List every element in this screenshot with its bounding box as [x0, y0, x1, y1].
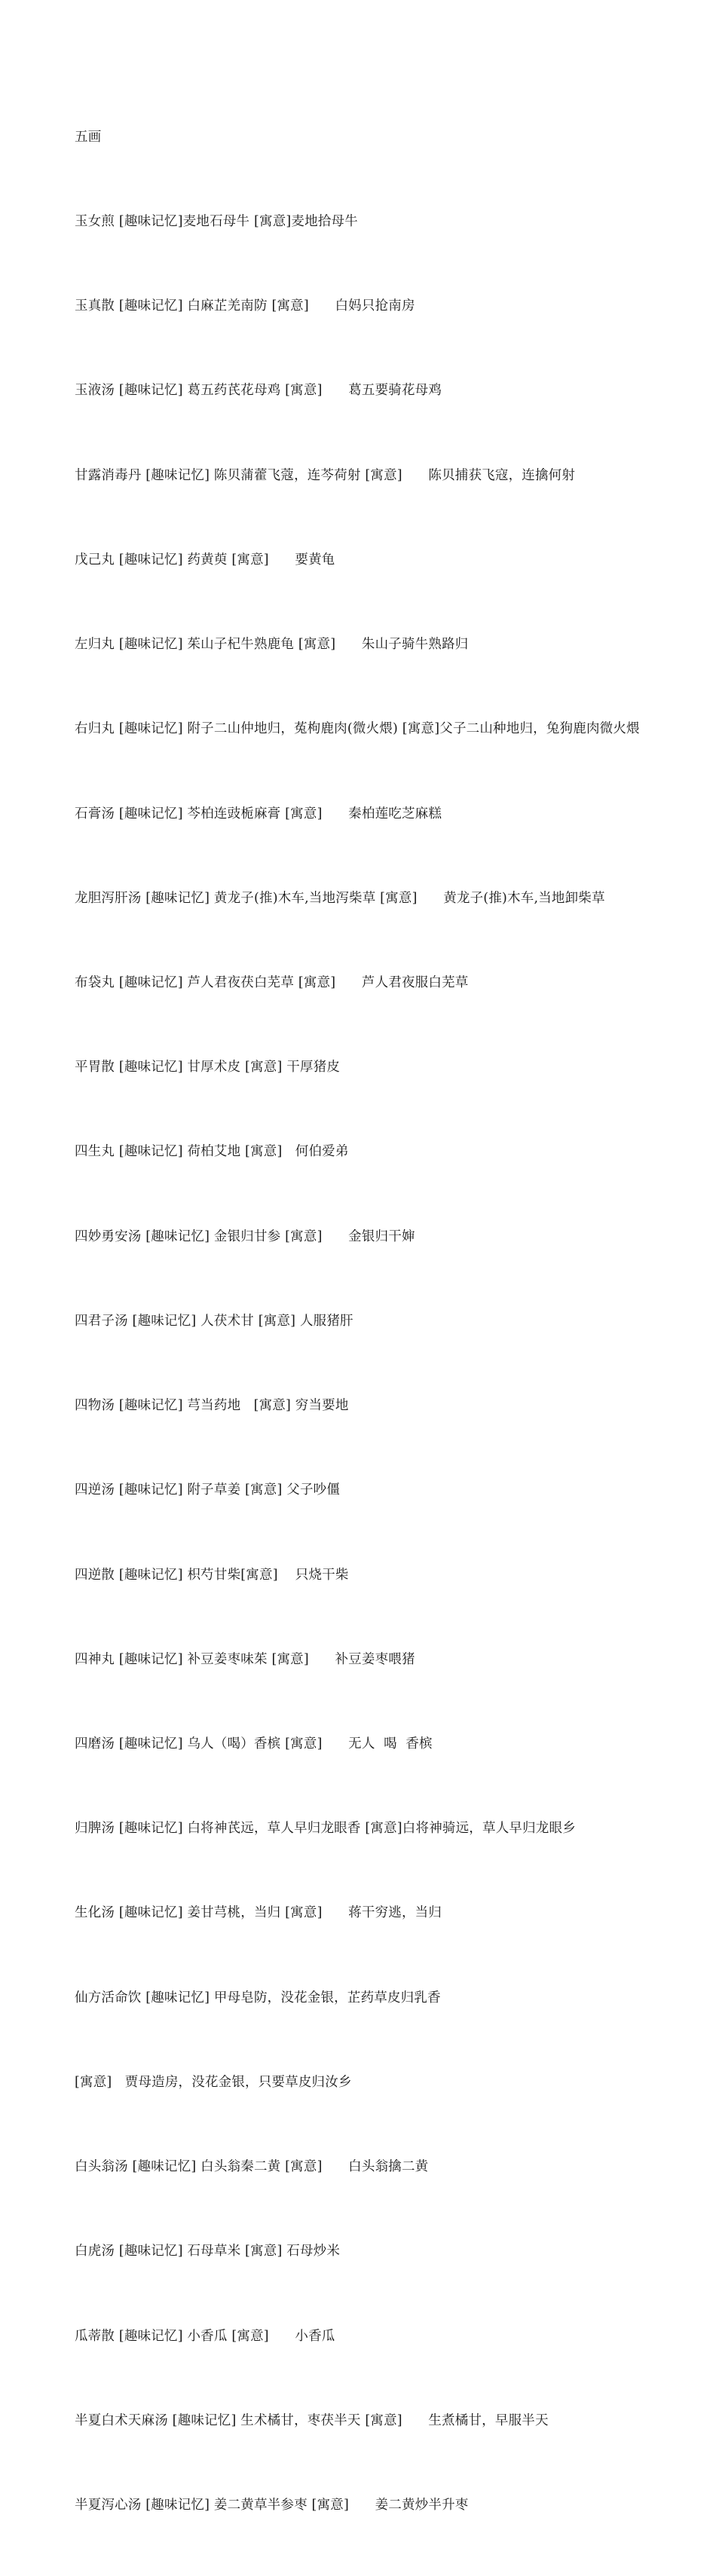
formula-line: 玉液汤 [趣味记忆] 葛五药芪花母鸡 [寓意] 葛五要骑花母鸡 — [75, 383, 442, 399]
formula-line: 四逆散 [趣味记忆] 枳芍甘柴[寓意] 只烧干柴 — [75, 1567, 349, 1583]
formula-line: 平胃散 [趣味记忆] 甘厚术皮 [寓意] 干厚猪皮 — [75, 1060, 341, 1075]
formula-line: 四生丸 [趣味记忆] 荷柏艾地 [寓意] 何伯爱弟 — [75, 1144, 349, 1160]
formula-line: 四君子汤 [趣味记忆] 人茯术甘 [寓意] 人服猪肝 — [75, 1313, 353, 1329]
document-body — [75, 67, 655, 2576]
formula-line: 四神丸 [趣味记忆] 补豆姜枣味茱 [寓意] 补豆姜枣喂猪 — [75, 1651, 415, 1667]
section-heading: 五画 — [75, 129, 102, 145]
formula-line: 玉女煎 [趣味记忆]麦地石母牛 [寓意]麦地拾母牛 — [75, 214, 358, 230]
formula-line: [寓意] 贾母造房，没花金银，只要草皮归汝乡 — [75, 2074, 352, 2090]
formula-line: 白头翁汤 [趣味记忆] 白头翁秦二黄 [寓意] 白头翁擒二黄 — [75, 2159, 429, 2175]
formula-line: 四妙勇安汤 [趣味记忆] 金银归甘参 [寓意] 金银归干婶 — [75, 1228, 415, 1244]
formula-line: 左归丸 [趣味记忆] 茱山子杞牛熟鹿龟 [寓意] 朱山子骑牛熟路归 — [75, 637, 469, 653]
formula-line: 布袋丸 [趣味记忆] 芦人君夜茯白芜草 [寓意] 芦人君夜服白芜草 — [75, 975, 469, 990]
formula-line: 戊己丸 [趣味记忆] 药黄萸 [寓意] 要黄龟 — [75, 552, 335, 568]
formula-line: 四物汤 [趣味记忆] 芎当药地 [寓意] 穷当要地 — [75, 1398, 349, 1414]
formula-line: 半夏泻心汤 [趣味记忆] 姜二黄草半参枣 [寓意] 姜二黄炒半升枣 — [75, 2497, 469, 2513]
formula-line: 龙胆泻肝汤 [趣味记忆] 黄龙子(推)木车,当地泻柴草 [寓意] 黄龙子(推)木车,当地卸柴草 — [75, 890, 605, 906]
formula-line: 瓜蒂散 [趣味记忆] 小香瓜 [寓意] 小香瓜 — [75, 2328, 335, 2344]
formula-line: 石膏汤 [趣味记忆] 芩柏连豉栀麻膏 [寓意] 秦柏莲吃芝麻糕 — [75, 806, 442, 821]
formula-line: 半夏白术天麻汤 [趣味记忆] 生术橘甘，枣茯半天 [寓意] 生煮橘甘，早服半天 — [75, 2412, 549, 2428]
formula-line: 甘露消毒丹 [趣味记忆] 陈贝蒲藿飞蔻，连芩荷射 [寓意] 陈贝捕获飞寇，连擒何射 — [75, 467, 576, 483]
formula-line: 玉真散 [趣味记忆] 白麻芷羌南防 [寓意] 白妈只抢南房 — [75, 298, 415, 314]
formula-line: 仙方活命饮 [趣味记忆] 甲母皂防，没花金银，芷药草皮归乳香 — [75, 1990, 441, 2005]
formula-line: 右归丸 [趣味记忆] 附子二山仲地归，菟枸鹿肉(微火煨) [寓意]父子二山种地归，兔狗鹿肉微火煨 — [75, 721, 640, 737]
formula-line: 归脾汤 [趣味记忆] 白将神芪远，草人早归龙眼香 [寓意]白将神骑远，草人早归龙眼乡 — [75, 1821, 576, 1837]
formula-line: 四磨汤 [趣味记忆] 乌人（喝）香槟 [寓意] 无人 喝 香槟 — [75, 1736, 433, 1751]
formula-line: 白虎汤 [趣味记忆] 石母草米 [寓意] 石母炒米 — [75, 2244, 341, 2259]
formula-line: 生化汤 [趣味记忆] 姜甘芎桃，当归 [寓意] 蒋干穷逃，当归 — [75, 1905, 442, 1921]
formula-line: 四逆汤 [趣味记忆] 附子草姜 [寓意] 父子吵僵 — [75, 1482, 341, 1498]
